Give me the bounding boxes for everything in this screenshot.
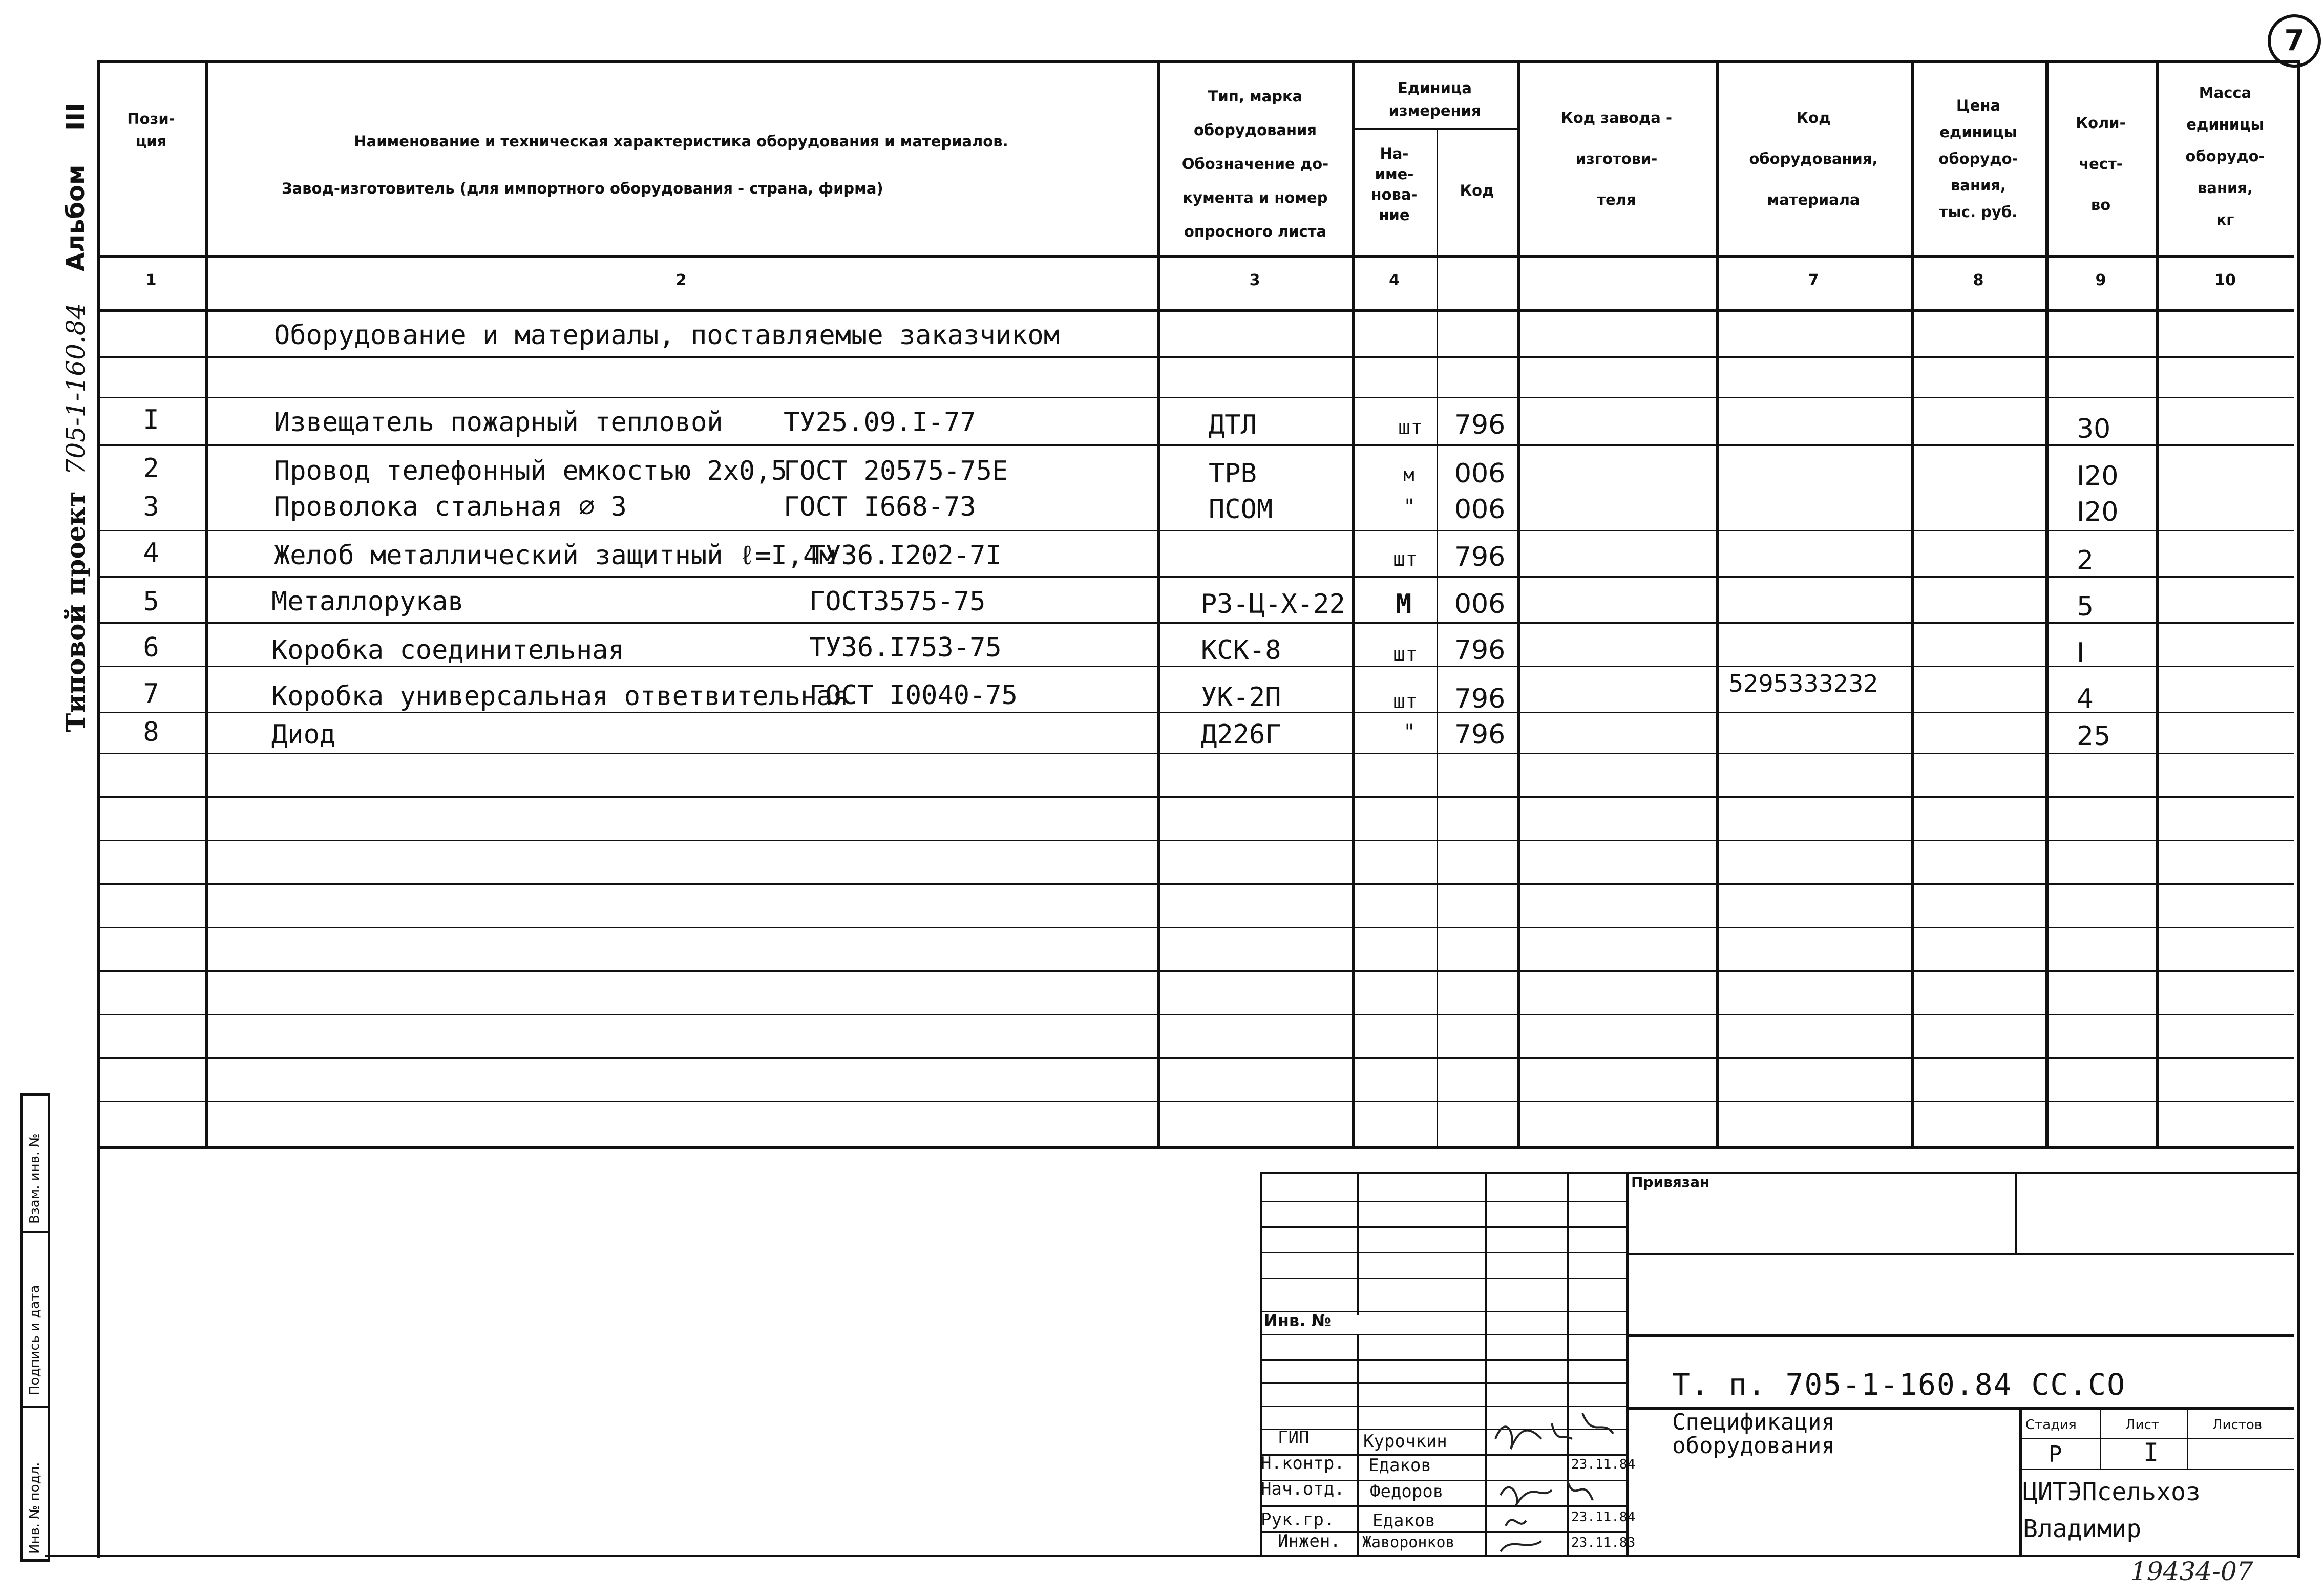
column-number: 8 bbox=[1973, 271, 1984, 289]
column-number: 1 bbox=[145, 271, 157, 289]
margin-vzam-inv: Взам. инв. № bbox=[27, 1133, 43, 1224]
page-number-circle: 7 bbox=[2268, 14, 2321, 68]
stamp-title: Спецификация оборудования bbox=[1672, 1409, 1835, 1459]
column-number: 2 bbox=[675, 271, 687, 289]
stamp-doc-code: Т. п. 705-1-160.84 СС.СО bbox=[1672, 1367, 2126, 1402]
header-mass: Масса единицы оборудо- вания, кг bbox=[2185, 84, 2265, 228]
section-title: Оборудование и материалы, поставляемые заказчиком bbox=[274, 320, 1060, 351]
margin-project: Типовой проект 705-1-160.84 bbox=[60, 303, 91, 732]
column-number: 10 bbox=[2214, 271, 2236, 289]
stamp-org: ЦИТЭПсельхоз Владимир bbox=[2023, 1478, 2201, 1543]
signatures bbox=[1485, 1403, 1629, 1557]
stamp-list-value: I bbox=[2143, 1438, 2159, 1467]
header-unit-code: Код bbox=[1460, 182, 1494, 199]
margin-inv-podl: Инв. № подл. bbox=[27, 1462, 43, 1554]
margin-podpis-data: Подпись и дата bbox=[27, 1285, 43, 1395]
stamp-inv-no: Инв. № bbox=[1264, 1311, 1331, 1330]
header-type: Тип, марка оборудования Обозначение до- кумента и номер опросного листа bbox=[1181, 88, 1329, 240]
footer-number: 19434-07 bbox=[2130, 1557, 2253, 1586]
stamp-listov-label: Листов bbox=[2212, 1417, 2263, 1433]
header-maker-code: Код завода - изготови- теля bbox=[1561, 109, 1672, 208]
header-qty: Коли- чест- во bbox=[2076, 114, 2126, 214]
stamp-stadiya-label: Стадия bbox=[2025, 1417, 2077, 1433]
column-number: 4 bbox=[1389, 271, 1400, 289]
column-number: 7 bbox=[1808, 271, 1819, 289]
column-number: 3 bbox=[1249, 271, 1260, 289]
header-pos: Пози- ция bbox=[127, 110, 175, 150]
margin-album: Альбом III bbox=[61, 103, 90, 271]
header-name: Наименование и техническая характеристика оборудования и материалов. Завод-изготовитель (для импортного оборудования - страна, фирма) bbox=[282, 133, 1008, 197]
stamp-privyazan: Привязан bbox=[1631, 1174, 1710, 1190]
header-unit-name: На- име- нова- ние bbox=[1371, 145, 1418, 224]
margin-stamp bbox=[20, 1093, 50, 1562]
header-equip-code: Код оборудования, материала bbox=[1749, 109, 1878, 208]
stamp-stadiya-value: Р bbox=[2049, 1441, 2062, 1467]
header-unit: Единица измерения bbox=[1388, 79, 1481, 119]
header-price: Цена единицы оборудо- вания, тыс. руб. bbox=[1938, 97, 2018, 221]
stamp-list-label: Лист bbox=[2125, 1417, 2159, 1433]
column-number: 9 bbox=[2095, 271, 2106, 289]
